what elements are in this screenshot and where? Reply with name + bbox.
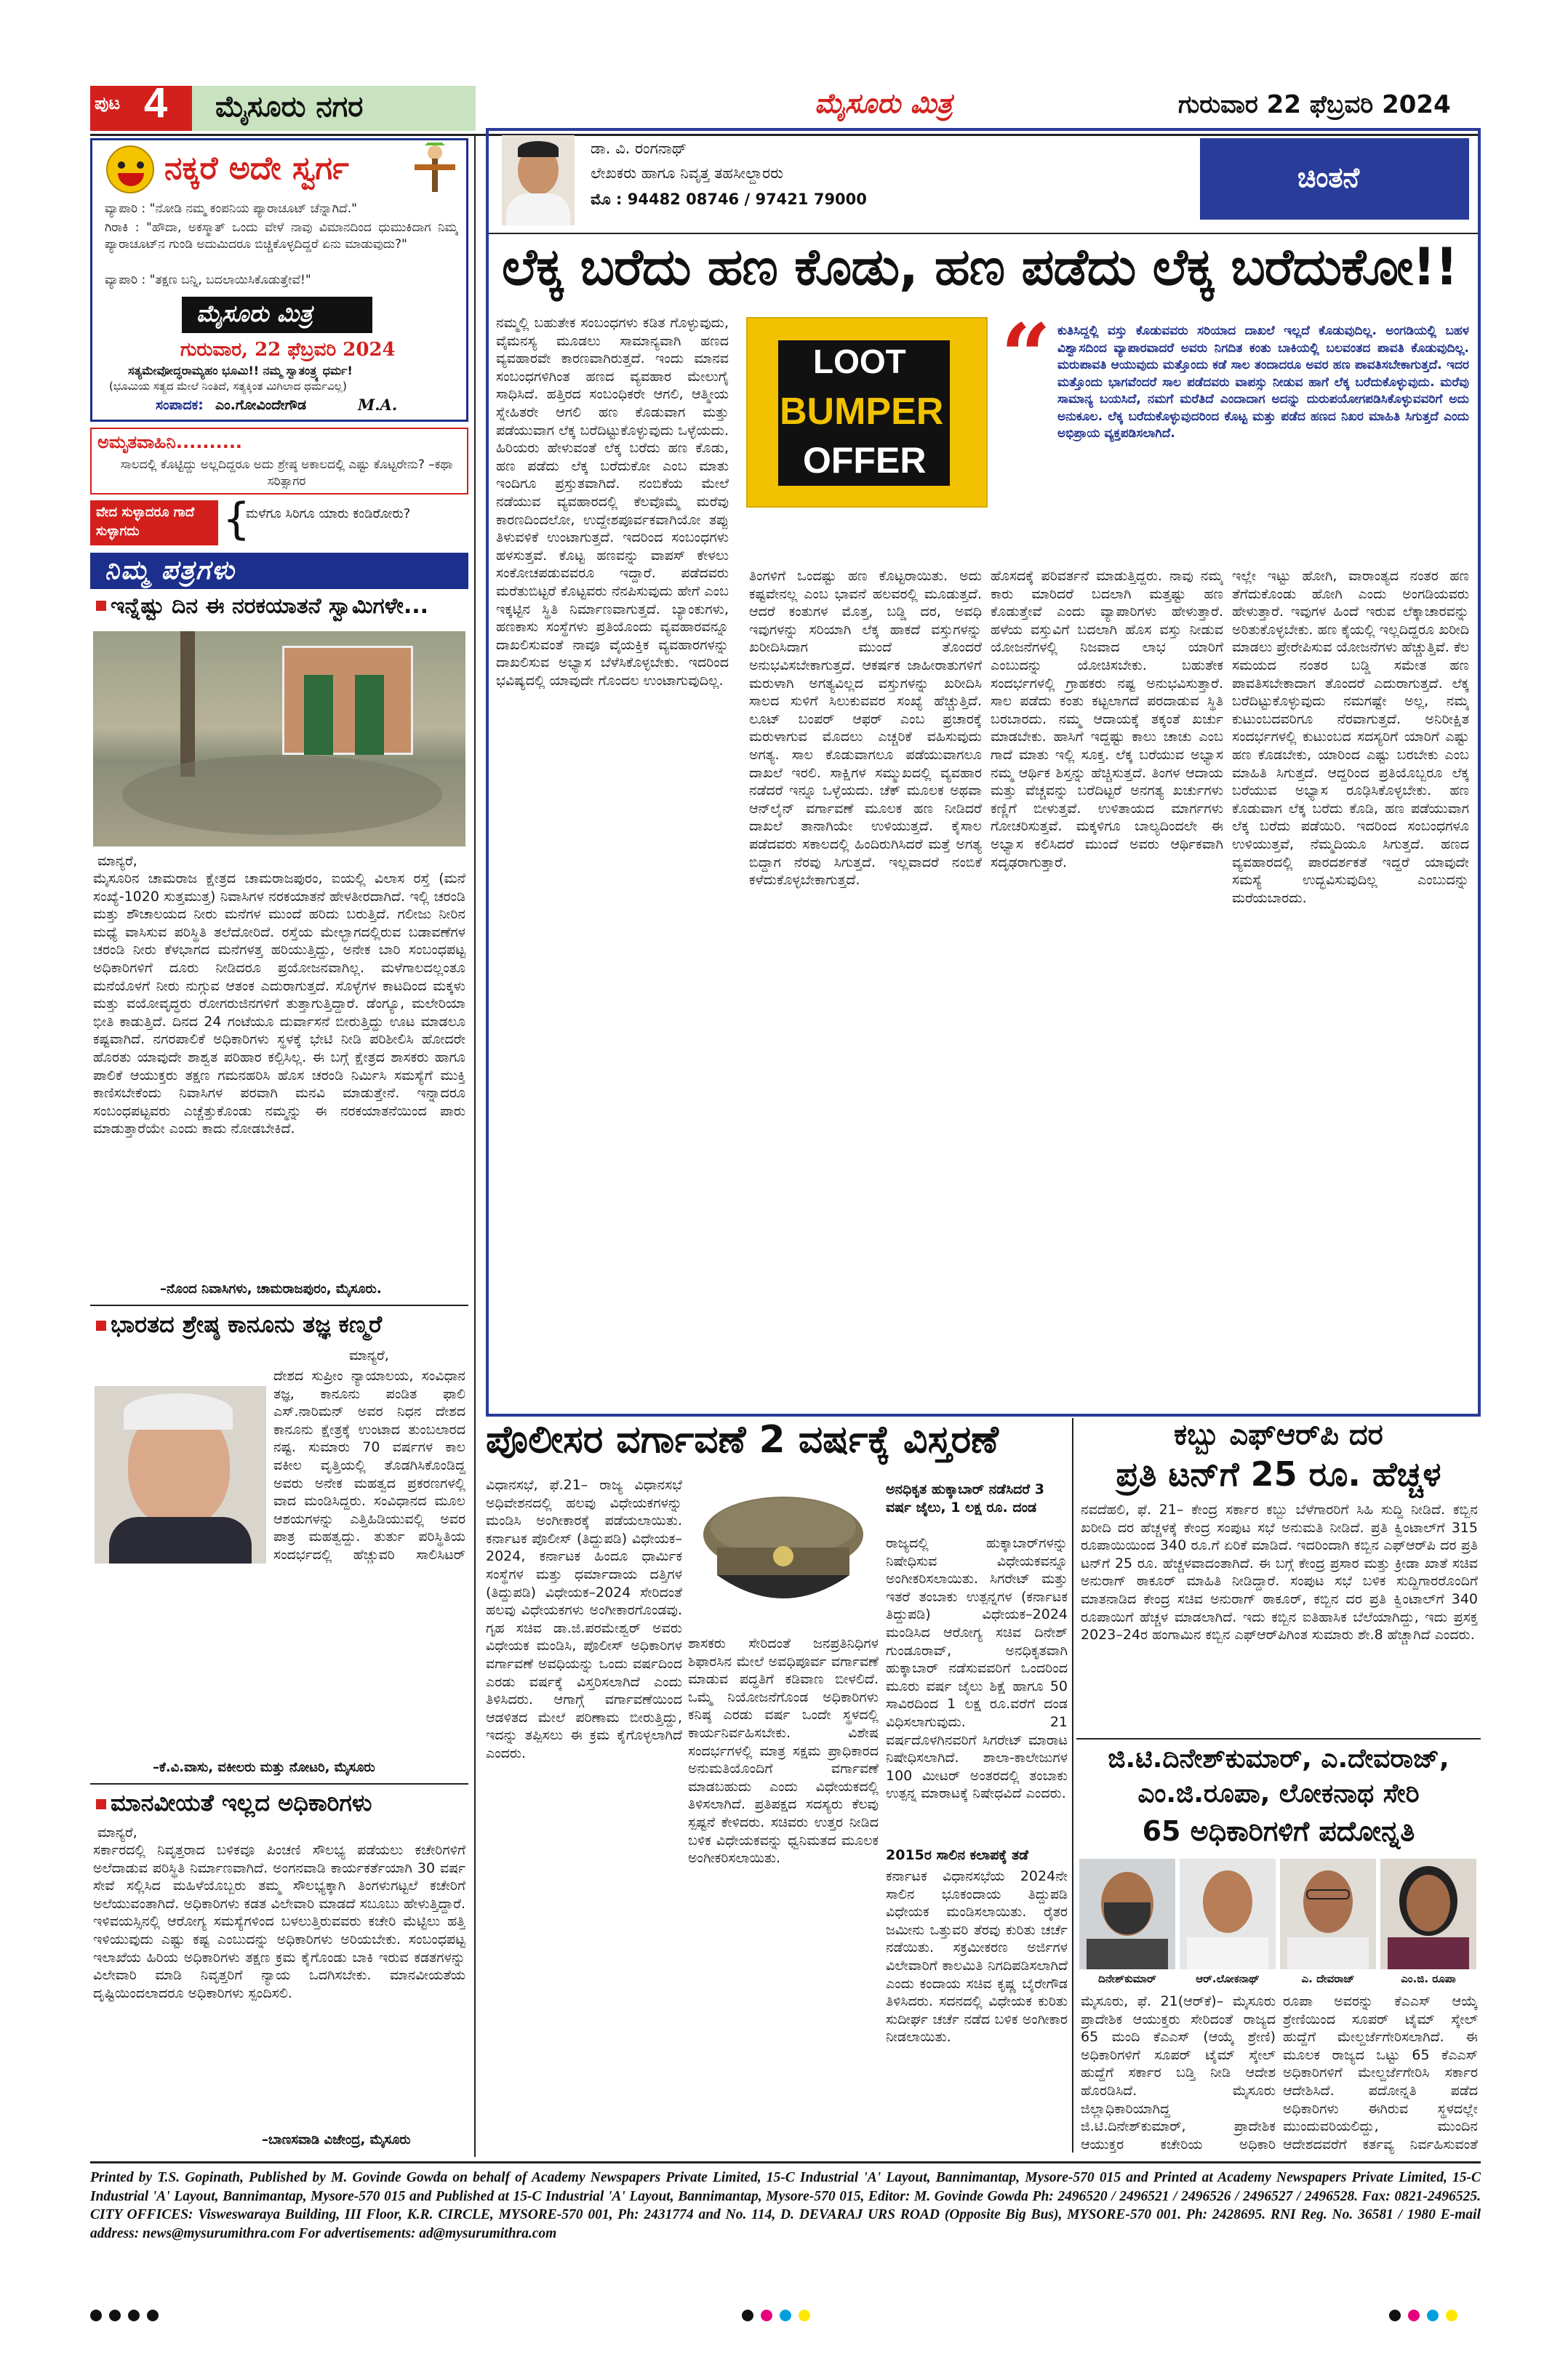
promotion-headline-2: ಎಂ.ಜಿ.ರೂಪಾ, ಲೋಕನಾಥ ಸೇರಿ bbox=[1137, 1779, 1420, 1809]
amrutha-text: ಸಾಲದಲ್ಲಿ ಕೊಟ್ಟಿದ್ದು ಅಲ್ಲದಿದ್ದರೂ ಅದು ಶ್ರೇಷ್ಠ ಅಕಾಲದಲ್ಲಿ ಎಷ್ಟು ಕೊಟ್ಟರೇನು? –ಕಥಾ ಸರಿತ್ಸಾಗರ bbox=[120, 457, 453, 489]
masthead-logo: ಮೈಸೂರು ಮಿತ್ರ bbox=[815, 87, 953, 119]
police-cap-image bbox=[688, 1476, 879, 1629]
flag-motto: ಸತ್ಯಮೇವೋದ್ಧರಾಮ್ಯಹಂ ಭೂಮಿ!! ನಮ್ಮ ಸ್ವಾತಂತ್ರ್ಯ ಧರ್ಮ! bbox=[128, 364, 353, 377]
police-sub-2: 2015ರ ಸಾಲಿನ ಕಲಾಪಕ್ಕೆ ತಡೆ bbox=[886, 1847, 1029, 1863]
letter-2-body-cont bbox=[93, 1568, 465, 1757]
promotion-body-1: ಮೈಸೂರು, ಫೆ. 21(ಆರ್‌ಕೆ)– ಮೈಸೂರು ಪ್ರಾದೇಶಿಕ ಆಯುಕ್ತರು ಸೇರಿದಂತೆ ರಾಜ್ಯದ 65 ಮಂದಿ ಕೆಎಎಸ್ (ಆಯ್ಕೆ ಶ್ರೇಣಿ) ಅಧಿಕಾರಿಗಳಿಗೆ ಸೂಪರ್ ಟೈಮ್ ಸ್ಕೇಲ್ ಹುದ್ದೆಗೆ ಸರ್ಕಾರ ಬಡ್ತಿ ನೀಡಿ ಆದೇಶ ಹೊರಡಿಸಿದೆ. ಮೈಸೂರು ಜಿಲ್ಲಾಧಿಕಾರಿಯಾಗಿದ್ದ ಜಿ.ಟಿ.ದಿನೇಶ್‌ಕುಮಾರ್, ಪ್ರಾದೇಶಿಕ ಆಯುಕ್ತರ ಕಚೇರಿಯ ಅಧಿಕಾರಿ bbox=[1081, 1993, 1276, 2153]
police-body-1: ವಿಧಾನಸಭೆ, ಫೆ.21– ರಾಜ್ಯ ವಿಧಾನಸಭೆ ಅಧಿವೇಶನದಲ್ಲಿ ಹಲವು ವಿಧೇಯಕಗಳನ್ನು ಮಂಡಿಸಿ ಅಂಗೀಕಾರಕ್ಕೆ ಪಡೆಯಲಾಯಿತು. ಕರ್ನಾಟಕ ಪೊಲೀಸ್ (ತಿದ್ದುಪಡಿ) ವಿಧೇಯಕ–2024, ಕರ್ನಾಟಕ ಹಿಂದೂ ಧಾರ್ಮಿಕ ಸಂಸ್ಥೆಗಳ ಮತ್ತು ಧರ್ಮಾದಾಯ ದತ್ತಿಗಳ (ತಿದ್ದುಪಡಿ) ವಿಧೇಯಕ–2024 ಸೇರಿದಂತೆ ಹಲವು ವಿಧೇಯಕಗಳು ಅಂಗೀಕಾರಗೊಂಡವು. ಗೃಹ ಸಚಿವ ಡಾ.ಜಿ.ಪರಮೇಶ್ವರ್ ಅವರು ವಿಧೇಯಕ ಮಂಡಿಸಿ, ಪೊಲೀಸ್ ಅಧಿಕಾರಿಗಳ ವರ್ಗಾವಣೆ ಅವಧಿಯನ್ನು ಒಂದು ವರ್ಷದಿಂದ ಎರಡು ವರ್ಷಕ್ಕೆ ವಿಸ್ತರಿಸಲಾಗಿದೆ ಎಂದು ತಿಳಿಸಿದರು. ಆಗಾಗ್ಗೆ ವರ್ಗಾವಣೆಯಿಂದ ಆಡಳಿತದ ಮೇಲೆ ಪರಿಣಾಮ ಬೀರುತ್ತಿದ್ದು, ಇದನ್ನು ತಪ್ಪಿಸಲು ಈ ಕ್ರಮ ಕೈಗೊಳ್ಳಲಾಗಿದೆ ಎಂದರು. bbox=[486, 1477, 682, 1761]
officer-photo-1 bbox=[1079, 1859, 1175, 1969]
flag-motto-2: (ಭೂಮಿಯ ಸತ್ಯದ ಮೇಲೆ ನಿಂತಿದೆ, ಸತ್ಯಕ್ಕಿಂತ ಮಿಗಿಲಾದ ಧರ್ಮವಿಲ್ಲ) bbox=[109, 380, 347, 393]
editor-label: ಸಂಪಾದಕ: bbox=[156, 397, 204, 413]
sugarcane-rule bbox=[1076, 1738, 1481, 1740]
registration-dots-left bbox=[90, 2310, 192, 2324]
joke-line-2: ಗಿರಾಕಿ : "ಹೌದಾ, ಅಕಸ್ಮಾತ್ ಒಂದು ವೇಳೆ ನಾವು ವಿಮಾನದಿಂದ ಧುಮುಕಿದಾಗ ನಿಮ್ಮ ಪ್ಯಾರಾಚೂಟ್‌ನ ಗುಂಡಿ ಅದುಮಿದರೂ ಬಿಚ್ಚಿಕೊಳ್ಳದಿದ್ದರೆ ಏನು ಮಾಡುವುದು?" bbox=[105, 220, 458, 252]
column-quote: ಕುತಿಸಿದ್ದಲ್ಲಿ ವಸ್ತು ಕೊಡುವವರು ಸರಿಯಾದ ದಾಖಲೆ ಇಲ್ಲದೆ ಕೊಡುವುದಿಲ್ಲ. ಅಂಗಡಿಯಲ್ಲಿ ಬಹಳ ವಿಶ್ವಾಸದಿಂದ ವ್ಯಾಪಾರವಾದರೆ ಅವರು ನಿಗದಿತ ಕಂತು ಬಾಕಿಯಲ್ಲಿ ಬಲವಂತದ ಪಾವತಿ ಕೊಡುವುದಿಲ್ಲ. ಮರುಪಾವತಿ ಆಯುವುದು ಮತ್ತೊಂದು ಕಡೆ ಸಾಲ ತಂದಾದರೂ ಅವರ ಹಣ ಪಾವತಿಸಬೇಕಾಗುತ್ತದೆ. ಇದರ ಮತ್ತೊಂದು ಭಾಗವೆಂದರೆ ಸಾಲ ಪಡೆದವರು ವಾಪಸ್ಸು ನೀಡುವ ಹಾಗೆ ಲೆಕ್ಕ ಬರೆದುಕೊಳ್ಳುವುದು. ಮರೆವು ಸಾಮಾನ್ಯ ಬಯಸಿದೆ, ನಮಗೆ ಮರೆತಿದೆ ಎಂದಾದಾಗ ಅದನ್ನು ದುರುಪಯೋಗಪಡಿಸಿಕೊಳ್ಳುವವರಿಗೆ ಅದು ಅನುಕೂಲ. ಲೆಕ್ಕ ಬರೆದುಕೊಳ್ಳುವುದರಿಂದ ಕೊಟ್ಟ ಮತ್ತು ಪಡೆದ ಹಣದ ನಿಖರ ಮಾಹಿತಿ ಸಿಗುತ್ತದೆ ಎಂದು ಅಭಿಪ್ರಾಯ ವ್ಯಕ್ತಪಡಿಸಲಾಗಿದೆ. bbox=[1057, 324, 1469, 441]
letter-divider-1 bbox=[90, 1305, 468, 1306]
riddle-question: ವೇದ ಸುಳ್ಳಾದರೂ ಗಾದೆ ಸುಳ್ಳಾಗದು bbox=[96, 505, 195, 539]
author-name: ಡಾ. ವಿ. ರಂಗನಾಥ್ bbox=[591, 140, 687, 157]
letter-2-salute: ಮಾನ್ಯರೆ, bbox=[349, 1348, 389, 1364]
officer-caption-4: ಎಂ.ಜಿ. ರೂಪಾ bbox=[1401, 1972, 1456, 1985]
letter-3-salute: ಮಾನ್ಯರೆ, bbox=[97, 1825, 137, 1841]
left-column-rule bbox=[474, 135, 476, 2157]
registration-dots-center bbox=[742, 2310, 844, 2324]
officer-photo-2 bbox=[1180, 1859, 1276, 1969]
editor-degree: M.A. bbox=[358, 396, 398, 414]
sugarcane-headline-1: ಕಬ್ಬು ಎಫ್‌ಆರ್‌ಪಿ ದರ bbox=[1174, 1418, 1383, 1452]
letter-1-photo bbox=[93, 631, 465, 846]
amrutha-title: ಅಮೃತವಾಹಿನಿ.......... bbox=[97, 432, 243, 452]
letter-1-sign: –ನೊಂದ ನಿವಾಸಿಗಳು, ಚಾಮರಾಜಪುರಂ, ಮೈಸೂರು. bbox=[160, 1281, 382, 1297]
letters-header: ನಿಮ್ಮ ಪತ್ರಗಳು bbox=[105, 556, 236, 585]
police-body-2: ಶಾಸಕರು ಸೇರಿದಂತೆ ಜನಪ್ರತಿನಿಧಿಗಳ ಶಿಫಾರಸಿನ ಮೇಲೆ ಅವಧಿಪೂರ್ವ ವರ್ಗಾವಣೆ ಮಾಡುವ ಪದ್ಧತಿಗೆ ಕಡಿವಾಣ ಬೀಳಲಿದೆ. ಒಮ್ಮೆ ನಿಯೋಜನೆಗೊಂಡ ಅಧಿಕಾರಿಗಳು ಕನಿಷ್ಠ ಎರಡು ವರ್ಷ ಒಂದೇ ಸ್ಥಳದಲ್ಲಿ ಕಾರ್ಯನಿರ್ವಹಿಸಬೇಕು. ವಿಶೇಷ ಸಂದರ್ಭಗಳಲ್ಲಿ ಮಾತ್ರ ಸಕ್ಷಮ ಪ್ರಾಧಿಕಾರದ ಅನುಮತಿಯೊಂದಿಗೆ ವರ್ಗಾವಣೆ ಮಾಡಬಹುದು ಎಂದು ವಿಧೇಯಕದಲ್ಲಿ ತಿಳಿಸಲಾಗಿದೆ. ಪ್ರತಿಪಕ್ಷದ ಸದಸ್ಯರು ಕೆಲವು ಸ್ಪಷ್ಟನೆ ಕೇಳಿದರು. ಸಚಿವರು ಉತ್ತರ ನೀಡಿದ ಬಳಿಕ ವಿಧೇಯಕವನ್ನು ಧ್ವನಿಮತದ ಮೂಲಕ ಅಂಗೀಕರಿಸಲಾಯಿತು. bbox=[688, 1636, 879, 1867]
letter-2-photo bbox=[95, 1386, 266, 1564]
author-phone: ಮೊ : 94482 08746 / 97421 79000 bbox=[591, 191, 867, 208]
column-headline: ಲೆಕ್ಕ ಬರೆದು ಹಣ ಕೊಡು, ಹಣ ಪಡೆದು ಲೆಕ್ಕ ಬರೆದುಕೋ!! bbox=[502, 237, 1457, 297]
joke-line-3: ವ್ಯಾಪಾರಿ : "ತಕ್ಷಣ ಬನ್ನಿ, ಬದಲಾಯಿಸಿಕೊಡುತ್ತೇವೆ!" bbox=[105, 273, 311, 287]
flag-date: ಗುರುವಾರ, 22 ಫೆಬ್ರವರಿ 2024 bbox=[180, 339, 396, 361]
joke-line-1: ವ್ಯಾಪಾರಿ : "ನೋಡಿ ನಮ್ಮ ಕಂಪನಿಯ ಪ್ಯಾರಾಚೂಟ್ ಚೆನ್ನಾಗಿದೆ." bbox=[105, 201, 357, 216]
officer-photo-4 bbox=[1380, 1859, 1476, 1969]
registration-dots-right bbox=[1389, 2310, 1491, 2324]
letter-divider-2 bbox=[90, 1783, 468, 1785]
sugarcane-headline-2: ಪ್ರತಿ ಟನ್‌ಗೆ 25 ರೂ. ಹೆಚ್ಚಳ bbox=[1116, 1454, 1441, 1494]
column-body-1: ನಮ್ಮಲ್ಲಿ ಬಹುತೇಕ ಸಂಬಂಧಗಳು ಕಡಿತ ಗೊಳ್ಳುವುದು, ವೈಮನಸ್ಯ ಮೂಡಲು ಸಾಮಾನ್ಯವಾಗಿ ಹಣದ ವ್ಯವಹಾರವೇ ಕಾರಣವಾಗಿರುತ್ತದೆ. ಇಂದು ಮಾನವ ಸಂಬಂಧಗಳಿಗಿಂತ ಹಣದ ವ್ಯವಹಾರ ಮೇಲುಗೈ ಸಾಧಿಸಿದೆ. ಹತ್ತಿರದ ಸಂಬಂಧಿಕರೇ ಆಗಲಿ, ಆತ್ಮೀಯ ಸ್ನೇಹಿತರೇ ಆಗಲಿ ಹಣ ಕೊಡುವಾಗ ಮತ್ತು ಪಡೆಯುವಾಗ ಲೆಕ್ಕ ಬರೆದಿಟ್ಟುಕೊಳ್ಳುವುದು ಒಳ್ಳೆಯದು. ಹಿರಿಯರು ಹೇಳುವಂತೆ ಲೆಕ್ಕ ಬರೆದು ಹಣ ಕೊಡು, ಹಣ ಪಡೆದು ಲೆಕ್ಕ ಬರೆದುಕೋ ಎಂಬ ಮಾತು ಇಂದಿಗೂ ಪ್ರಸ್ತುತವಾಗಿದೆ. ನಂಬಿಕೆಯ ಮೇಲೆ ನಡೆಯುವ ವ್ಯವಹಾರದಲ್ಲಿ ಕೆಲವೊಮ್ಮೆ ಮರೆವು ಕಾರಣದಿಂದಲೋ, ಉದ್ದೇಶಪೂರ್ವಕವಾಗಿಯೋ ತಪ್ಪು ತಿಳುವಳಿಕೆ ಉಂಟಾಗುತ್ತದೆ. ಇದರಿಂದ ಸಂಬಂಧಗಳು ಹಳಸುತ್ತವೆ. ಕೊಟ್ಟ ಹಣವನ್ನು ವಾಪಸ್ ಕೇಳಲು ಸಂಕೋಚಪಡುವವರೂ ಇದ್ದಾರೆ. ಪಡೆದವರು ಮರೆತುಬಿಟ್ಟರೆ ಕೊಟ್ಟವರು ನೆನಪಿಸುವುದು ಹೇಗೆ ಎಂಬ ಇಕ್ಕಟ್ಟಿನ ಸ್ಥಿತಿ ನಿರ್ಮಾಣವಾಗುತ್ತದೆ. ಬ್ಯಾಂಕುಗಳು, ಹಣಕಾಸು ಸಂಸ್ಥೆಗಳು ಪ್ರತಿಯೊಂದು ವ್ಯವಹಾರವನ್ನೂ ದಾಖಲಿಸುವಂತೆ ನಾವೂ ವೈಯಕ್ತಿಕ ವ್ಯವಹಾರಗಳನ್ನು ದಾಖಲಿಸುವ ಅಭ್ಯಾಸ ಬೆಳೆಸಿಕೊಳ್ಳಬೇಕು. ಇದರಿಂದ ಭವಿಷ್ಯದಲ್ಲಿ ಯಾವುದೇ ಗೊಂದಲ ಉಂಟಾಗುವುದಿಲ್ಲ. bbox=[496, 315, 729, 689]
officer-caption-1: ದಿನೇಶ್‌ಕುಮಾರ್ bbox=[1098, 1972, 1156, 1985]
letter-2-sign: –ಕೆ.ವಿ.ವಾಸು, ವಕೀಲರು ಮತ್ತು ನೋಟರಿ, ಮೈಸೂರು bbox=[153, 1760, 375, 1775]
riddle-answer: ಮಳೆಗೂ ಸಿರಿಗೂ ಯಾರು ಕಂಡಿರೋರು? bbox=[246, 506, 411, 521]
promotion-body-2: ರೂಪಾ ಅವರನ್ನು ಕೆಎಎಸ್ ಆಯ್ಕೆ ಶ್ರೇಣಿಯಿಂದ ಸೂಪರ್ ಟೈಮ್ ಸ್ಕೇಲ್ ಹುದ್ದೆಗೆ ಮೇಲ್ದರ್ಜೆಗೇರಿಸಲಾಗಿದೆ. ಈ ಮೂಲಕ ರಾಜ್ಯದ ಒಟ್ಟು 65 ಕೆಎಎಸ್ ಅಧಿಕಾರಿಗಳಿಗೆ ಮೇಲ್ದರ್ಜೆಗೇರಿಸಿ ಸರ್ಕಾರ ಆದೇಶಿಸಿದೆ. ಪದೋನ್ನತಿ ಪಡೆದ ಅಧಿಕಾರಿಗಳು ಈಗಿರುವ ಸ್ಥಳದಲ್ಲೇ ಮುಂದುವರಿಯಲಿದ್ದು, ಮುಂದಿನ ಆದೇಶದವರೆಗೆ ಕರ್ತವ್ಯ ನಿರ್ವಹಿಸುವಂತೆ bbox=[1283, 1993, 1478, 2153]
laugh-icon bbox=[106, 145, 154, 193]
letter-2-bullet bbox=[96, 1321, 106, 1331]
letter-3-sign: –ಬಾಣಸವಾಡಿ ವಿಜೇಂದ್ರ, ಮೈಸೂರು bbox=[262, 2132, 411, 2147]
page-number: 4 bbox=[144, 79, 168, 127]
riddle-brace-icon: { bbox=[223, 494, 251, 545]
promotion-headline-1: ಜಿ.ಟಿ.ದಿನೇಶ್‌ಕುಮಾರ್, ಎ.ದೇವರಾಜ್, bbox=[1108, 1744, 1449, 1774]
police-column-rule bbox=[1072, 1418, 1073, 2153]
promo-word-3: OFFER bbox=[803, 440, 927, 481]
quote-icon: “ bbox=[1001, 305, 1052, 407]
promo-word-1: LOOT bbox=[813, 343, 906, 380]
page-label: ಪುಟ bbox=[95, 93, 121, 113]
scarecrow-icon bbox=[412, 143, 458, 195]
letter-1-bullet bbox=[96, 601, 106, 611]
column-body-4: ಇಲ್ಲೇ ಇಟ್ಟು ಹೋಗಿ, ವಾರಾಂತ್ಯದ ನಂತರ ಹಣ ತೆಗೆದುಕೊಂಡು ಹೋಗಿ ಎಂದು ಅಂಗಡಿಯವರು ಹೇಳುತ್ತಾರೆ. ಇವುಗಳ ಹಿಂದೆ ಇರುವ ಲೆಕ್ಕಾಚಾರವನ್ನು ಅರಿತುಕೊಳ್ಳಬೇಕು. ಹಣ ಕೈಯಲ್ಲಿ ಇಲ್ಲದಿದ್ದರೂ ಖರೀದಿ ಮಾಡಲು ಪ್ರೇರೇಪಿಸುವ ಯೋಜನೆಗಳು ಹೆಚ್ಚುತ್ತಿವೆ. ಕೆಲ ಸಮಯದ ನಂತರ ಬಡ್ಡಿ ಸಮೇತ ಹಣ ಪಾವತಿಸಬೇಕಾದಾಗ ತೊಂದರೆ ಎದುರಾಗುತ್ತದೆ. ಲೆಕ್ಕ ಬರೆದಿಟ್ಟುಕೊಳ್ಳುವುದು ನಮಗಷ್ಟೇ ಅಲ್ಲ, ನಮ್ಮ ಕುಟುಂಬದವರಿಗೂ ನೆರವಾಗುತ್ತದೆ. ಅನಿರೀಕ್ಷಿತ ಸಂದರ್ಭಗಳಲ್ಲಿ ಕುಟುಂಬದ ಸದಸ್ಯರಿಗೆ ಯಾರಿಗೆ ಎಷ್ಟು ಹಣ ಕೊಡಬೇಕು, ಯಾರಿಂದ ಎಷ್ಟು ಬರಬೇಕು ಎಂಬ ಮಾಹಿತಿ ಸಿಗುತ್ತದೆ. ಆದ್ದರಿಂದ ಪ್ರತಿಯೊಬ್ಬರೂ ಲೆಕ್ಕ ಬರೆಯುವ ಅಭ್ಯಾಸ ರೂಢಿಸಿಕೊಳ್ಳಬೇಕು. ಹಣ ಕೊಡುವಾಗ ಲೆಕ್ಕ ಬರೆದು ಕೊಡಿ, ಹಣ ಪಡೆಯುವಾಗ ಲೆಕ್ಕ ಬರೆದು ಪಡೆಯಿರಿ. ಇದರಿಂದ ಸಂಬಂಧಗಳೂ ಉಳಿಯುತ್ತವೆ, ನೆಮ್ಮದಿಯೂ ಸಿಗುತ್ತದೆ. ಹಣದ ವ್ಯವಹಾರದಲ್ಲಿ ಪಾರದರ್ಶಕತೆ ಇದ್ದರೆ ಯಾವುದೇ ಸಮಸ್ಯೆ ಉದ್ಭವಿಸುವುದಿಲ್ಲ ಎಂಬುದನ್ನು ಮರೆಯಬಾರದು. bbox=[1232, 568, 1469, 906]
column-body-3: ಹೊಸದಕ್ಕೆ ಪರಿವರ್ತನೆ ಮಾಡುತ್ತಿದ್ದರು. ನಾವು ನಮ್ಮ ಕಾರು ಮಾರಿದರೆ ಬದಲಾಗಿ ಮತ್ತಷ್ಟು ಹಣ ಕೊಡುತ್ತೇವೆ ಎಂದು ವ್ಯಾಪಾರಿಗಳು ಹೇಳುತ್ತಾರೆ. ಹಳೆಯ ವಸ್ತುವಿಗೆ ಬದಲಾಗಿ ಹೊಸ ವಸ್ತು ನೀಡುವ ಯೋಜನೆಗಳಲ್ಲಿ ನಿಜವಾದ ಲಾಭ ಯಾರಿಗೆ ಎಂಬುದನ್ನು ಯೋಚಿಸಬೇಕು. ಬಹುತೇಕ ಸಂದರ್ಭಗಳಲ್ಲಿ ಗ್ರಾಹಕರು ನಷ್ಟ ಅನುಭವಿಸುತ್ತಾರೆ. ಸಾಲ ಪಡೆದು ಕಂತು ಕಟ್ಟಲಾಗದೆ ಪರದಾಡುವ ಸ್ಥಿತಿ ಬರಬಾರದು. ನಮ್ಮ ಆದಾಯಕ್ಕೆ ತಕ್ಕಂತೆ ಖರ್ಚು ಮಾಡಬೇಕು. ಹಾಸಿಗೆ ಇದ್ದಷ್ಟು ಕಾಲು ಚಾಚು ಎಂಬ ಗಾದೆ ಮಾತು ಇಲ್ಲಿ ಸೂಕ್ತ. ಲೆಕ್ಕ ಬರೆಯುವ ಅಭ್ಯಾಸ ನಮ್ಮ ಆರ್ಥಿಕ ಶಿಸ್ತನ್ನು ಹೆಚ್ಚಿಸುತ್ತದೆ. ತಿಂಗಳ ಆದಾಯ ಮತ್ತು ವೆಚ್ಚವನ್ನು ಬರೆದಿಟ್ಟರೆ ಅನಗತ್ಯ ಖರ್ಚುಗಳು ಕಣ್ಣಿಗೆ ಬೀಳುತ್ತವೆ. ಉಳಿತಾಯದ ಮಾರ್ಗಗಳು ಗೋಚರಿಸುತ್ತವೆ. ಮಕ್ಕಳಿಗೂ ಬಾಲ್ಯದಿಂದಲೇ ಈ ಅಭ್ಯಾಸ ಕಲಿಸಿದರೆ ಮುಂದೆ ಅವರು ಆರ್ಥಿಕವಾಗಿ ಸದೃಢರಾಗುತ್ತಾರೆ. bbox=[991, 568, 1223, 870]
footer-imprint: Printed by T.S. Gopinath, Published by M. Govinde Gowda on behalf of Academy Newspapers Private Limited, 15-C Industrial 'A' Layout, Bannimantap, Mysore-570 015 and Printed at Academy Newspapers Private Limited, 15-C Industrial 'A' Layout, Bannimantap, Mysore-570 015 and Published at 15-C Industrial 'A' Layout, Bannimantap, Mysore-570 015, Editor: M. Govinde Gowda Ph: 2496520 / 2496521 / 2496526 / 2496527 / 2496528. Fax: 0821-2496525. CITY OFFICES: Visweswaraya Building, III Floor, K.R. CIRCLE, MYSORE-570 001, Ph: 2431774 and No. 114, D. DEVARAJ URS ROAD (Opposite Big Bus), MYSORE-570 001. Ph: 2428695. RNI Reg. No. 36581 / 1980 E-mail address: news@mysurumithra.com For advertisements: ad@mysurumithra.com bbox=[90, 2170, 1481, 2241]
flag-name: ಮೈಸೂರು ಮಿತ್ರ bbox=[196, 300, 313, 327]
author-photo bbox=[502, 135, 575, 225]
footer-rule bbox=[90, 2161, 1481, 2163]
letter-3-body: ಸರ್ಕಾರದಲ್ಲಿ ನಿವೃತ್ತರಾದ ಬಳಿಕವೂ ಪಿಂಚಣಿ ಸೌಲಭ್ಯ ಪಡೆಯಲು ಕಚೇರಿಗಳಿಗೆ ಅಲೆದಾಡುವ ಪರಿಸ್ಥಿತಿ ನಿರ್ಮಾಣವಾಗಿದೆ. ಅಂಗನವಾಡಿ ಕಾರ್ಯಕರ್ತೆಯಾಗಿ 30 ವರ್ಷ ಸೇವೆ ಸಲ್ಲಿಸಿದ ಮಹಿಳೆಯೊಬ್ಬರು ತಮ್ಮ ಸೌಲಭ್ಯಕ್ಕಾಗಿ ತಿಂಗಳುಗಟ್ಟಲೆ ಕಚೇರಿಗೆ ಅಲೆಯುವಂತಾಗಿದೆ. ಅಧಿಕಾರಿಗಳು ಕಡತ ವಿಲೇವಾರಿ ಮಾಡದೆ ಸಬೂಬು ಹೇಳುತ್ತಿದ್ದಾರೆ. ಇಳಿವಯಸ್ಸಿನಲ್ಲಿ ಆರೋಗ್ಯ ಸಮಸ್ಯೆಗಳಿಂದ ಬಳಲುತ್ತಿರುವವರು ಕಚೇರಿ ಮೆಟ್ಟಿಲು ಹತ್ತಿ ಇಳಿಯುವುದು ಎಷ್ಟು ಕಷ್ಟ ಎಂಬುದನ್ನು ಅಧಿಕಾರಿಗಳು ಅರಿಯಬೇಕು. ಸಂಬಂಧಪಟ್ಟ ಇಲಾಖೆಯ ಹಿರಿಯ ಅಧಿಕಾರಿಗಳು ತಕ್ಷಣ ಕ್ರಮ ಕೈಗೊಂಡು ಬಾಕಿ ಇರುವ ಕಡತಗಳನ್ನು ವಿಲೇವಾರಿ ಮಾಡಿ ನಿವೃತ್ತರಿಗೆ ನ್ಯಾಯ ಒದಗಿಸಬೇಕು. ಮಾನವೀಯತೆಯ ದೃಷ್ಟಿಯಿಂದಲಾದರೂ ಅಧಿಕಾರಿಗಳು ಸ್ಪಂದಿಸಲಿ. bbox=[93, 1842, 465, 2001]
column-body-2: ತಿಂಗಳಿಗೆ ಒಂದಷ್ಟು ಹಣ ಕೊಟ್ಟರಾಯಿತು. ಅದು ಕಷ್ಟವೇನಲ್ಲ ಎಂಬ ಭಾವನೆ ಹಲವರಲ್ಲಿ ಮೂಡುತ್ತದೆ. ಆದರೆ ಕಂತುಗಳ ಮೊತ್ತ, ಬಡ್ಡಿ ದರ, ಅವಧಿ ಇವುಗಳನ್ನು ಸರಿಯಾಗಿ ಲೆಕ್ಕ ಹಾಕದೆ ವಸ್ತುಗಳನ್ನು ಖರೀದಿಸಿದಾಗ ಮುಂದೆ ತೊಂದರೆ ಅನುಭವಿಸಬೇಕಾಗುತ್ತದೆ. ಆಕರ್ಷಕ ಜಾಹೀರಾತುಗಳಿಗೆ ಮರುಳಾಗಿ ಅಗತ್ಯವಿಲ್ಲದ ವಸ್ತುಗಳನ್ನು ಖರೀದಿಸಿ ಸಾಲದ ಸುಳಿಗೆ ಸಿಲುಕುವವರ ಸಂಖ್ಯೆ ಹೆಚ್ಚುತ್ತಿದೆ. ಲೂಟ್ ಬಂಪರ್ ಆಫರ್ ಎಂಬ ಪ್ರಚಾರಕ್ಕೆ ಮರುಳಾಗುವ ಮೊದಲು ಎಚ್ಚರಿಕೆ ವಹಿಸುವುದು ಅಗತ್ಯ. ಸಾಲ ಕೊಡುವಾಗಲೂ ಪಡೆಯುವಾಗಲೂ ದಾಖಲೆ ಇರಲಿ. ಸಾಕ್ಷಿಗಳ ಸಮ್ಮುಖದಲ್ಲಿ ವ್ಯವಹಾರ ನಡೆದರೆ ಇನ್ನೂ ಒಳ್ಳೆಯದು. ಚೆಕ್ ಮೂಲಕ ಅಥವಾ ಆನ್‌ಲೈನ್ ವರ್ಗಾವಣೆ ಮೂಲಕ ಹಣ ನೀಡಿದರೆ ದಾಖಲೆ ತಾನಾಗಿಯೇ ಉಳಿಯುತ್ತದೆ. ಕೈಸಾಲ ಪಡೆದವರು ಸಕಾಲದಲ್ಲಿ ಹಿಂದಿರುಗಿಸಿದರೆ ಮತ್ತೆ ಅಗತ್ಯ ಬಿದ್ದಾಗ ನೆರವು ಸಿಗುತ್ತದೆ. ಇಲ್ಲವಾದರೆ ನಂಬಿಕೆ ಕಳೆದುಕೊಳ್ಳಬೇಕಾಗುತ್ತದೆ. bbox=[749, 568, 982, 889]
joke-title: ನಕ್ಕರೆ ಅದೇ ಸ್ವರ್ಗ bbox=[164, 150, 349, 187]
police-body-3: ರಾಜ್ಯದಲ್ಲಿ ಹುಕ್ಕಾಬಾರ್‌ಗಳನ್ನು ನಿಷೇಧಿಸುವ ವಿಧೇಯಕವನ್ನೂ ಅಂಗೀಕರಿಸಲಾಯಿತು. ಸಿಗರೇಟ್ ಮತ್ತು ಇತರೆ ತಂಬಾಕು ಉತ್ಪನ್ನಗಳ (ಕರ್ನಾಟಕ ತಿದ್ದುಪಡಿ) ವಿಧೇಯಕ–2024 ಮಂಡಿಸಿದ ಆರೋಗ್ಯ ಸಚಿವ ದಿನೇಶ್ ಗುಂಡೂರಾವ್, ಅನಧಿಕೃತವಾಗಿ ಹುಕ್ಕಾಬಾರ್ ನಡೆಸುವವರಿಗೆ ಒಂದರಿಂದ ಮೂರು ವರ್ಷ ಜೈಲು ಶಿಕ್ಷೆ ಹಾಗೂ 50 ಸಾವಿರದಿಂದ 1 ಲಕ್ಷ ರೂ.ವರೆಗೆ ದಂಡ ವಿಧಿಸಲಾಗುವುದು. 21 ವರ್ಷದೊಳಗಿನವರಿಗೆ ಸಿಗರೇಟ್ ಮಾರಾಟ ನಿಷೇಧಿಸಲಾಗಿದೆ. ಶಾಲಾ-ಕಾಲೇಜುಗಳ 100 ಮೀಟರ್ ಅಂತರದಲ್ಲಿ ತಂಬಾಕು ಉತ್ಪನ್ನ ಮಾರಾಟಕ್ಕೆ ನಿಷೇಧವಿದೆ ಎಂದರು. bbox=[886, 1535, 1068, 1802]
letter-3-bullet bbox=[96, 1799, 106, 1809]
editor-name: ಎಂ.ಗೋವಿಂದೇಗೌಡ bbox=[215, 397, 307, 413]
officer-caption-3: ಎ. ದೇವರಾಜ್ bbox=[1301, 1972, 1355, 1985]
letter-3-title: ಮಾನವೀಯತೆ ಇಲ್ಲದ ಅಧಿಕಾರಿಗಳು bbox=[111, 1789, 372, 1817]
header-date: ಗುರುವಾರ 22 ಫೆಬ್ರವರಿ 2024 bbox=[1178, 90, 1451, 119]
promo-word-2: BUMPER bbox=[780, 391, 944, 433]
letter-1-title: ಇನ್ನೆಷ್ಟು ದಿನ ಈ ನರಕಯಾತನೆ ಸ್ವಾಮಿಗಳೇ... bbox=[111, 593, 429, 619]
column-tag: ಚಿಂತನೆ bbox=[1297, 161, 1360, 193]
letter-1-body: ಮೈಸೂರಿನ ಚಾಮರಾಜ ಕ್ಷೇತ್ರದ ಚಾಮರಾಜಪುರಂ, ಐಯಲ್ಲಿ ವಿಲಾಸ ರಸ್ತೆ (ಮನೆ ಸಂಖ್ಯೆ-1020 ಸುತ್ತಮುತ್ತ) ನಿವಾಸಿಗಳ ನರಕಯಾತನೆ ಹೇಳತೀರದಾಗಿದೆ. ಇಲ್ಲಿ ಚರಂಡಿ ಮತ್ತು ಶೌಚಾಲಯದ ನೀರು ಮನೆಗಳ ಮುಂದೆ ಹರಿದು ಬರುತ್ತಿದೆ. ಗಲೀಜು ನೀರಿನ ಮಧ್ಯೆ ವಾಸಿಸುವ ಪರಿಸ್ಥಿತಿ ತಲೆದೋರಿದೆ. ರಸ್ತೆಯ ಮೇಲ್ಭಾಗದಲ್ಲಿರುವ ಬಡಾವಣೆಗಳ ಚರಂಡಿ ನೀರು ಕೆಳಭಾಗದ ಮನೆಗಳತ್ತ ಹರಿಯುತ್ತಿದ್ದು, ಅನೇಕ ಬಾರಿ ಸಂಬಂಧಪಟ್ಟ ಅಧಿಕಾರಿಗಳಿಗೆ ದೂರು ನೀಡಿದರೂ ಪ್ರಯೋಜನವಾಗಿಲ್ಲ. ಮಳೆಗಾಲದಲ್ಲಂತೂ ಮನೆಯೊಳಗೆ ನೀರು ನುಗ್ಗುವ ಆತಂಕ ಎದುರಾಗುತ್ತದೆ. ಸೊಳ್ಳೆಗಳ ಕಾಟದಿಂದ ಮಕ್ಕಳು ಮತ್ತು ವಯೋವೃದ್ಧರು ರೋಗರುಜಿನಗಳಿಗೆ ತುತ್ತಾಗುತ್ತಿದ್ದಾರೆ. ಡೆಂಗ್ಯೂ, ಮಲೇರಿಯಾ ಭೀತಿ ಕಾಡುತ್ತಿದೆ. ದಿನದ 24 ಗಂಟೆಯೂ ದುರ್ವಾಸನೆ ಬೀರುತ್ತಿದ್ದು ಊಟ ಮಾಡಲೂ ಕಷ್ಟವಾಗಿದೆ. ನಗರಪಾಲಿಕೆ ಅಧಿಕಾರಿಗಳು ಸ್ಥಳಕ್ಕೆ ಭೇಟಿ ನೀಡಿ ಪರಿಶೀಲಿಸಿ ಹೋದರೇ ಹೊರತು ಯಾವುದೇ ಶಾಶ್ವತ ಪರಿಹಾರ ಕಲ್ಪಿಸಿಲ್ಲ. ಈ ಬಗ್ಗೆ ಕ್ಷೇತ್ರದ ಶಾಸಕರು ಹಾಗೂ ಪಾಲಿಕೆ ಆಯುಕ್ತರು ತಕ್ಷಣ ಗಮನಹರಿಸಿ ಹೊಸ ಚರಂಡಿ ನಿರ್ಮಿಸಿ ಸಮಸ್ಯೆಗೆ ಮುಕ್ತಿ ಕಾಣಿಸಬೇಕೆಂದು ನಿವಾಸಿಗಳ ಪರವಾಗಿ ಮನವಿ ಮಾಡುತ್ತೇನೆ. ಇನ್ನಾದರೂ ಸಂಬಂಧಪಟ್ಟವರು ಎಚ್ಚೆತ್ತುಕೊಂಡು ನಮ್ಮನ್ನು ಈ ನರಕಯಾತನೆಯಿಂದ ಪಾರು ಮಾಡುತ್ತಾರೆಯೇ ಎಂದು ಕಾದು ನೋಡಬೇಕಿದೆ. bbox=[93, 870, 465, 1137]
police-headline: ಪೊಲೀಸರ ವರ್ಗಾವಣೆ 2 ವರ್ಷಕ್ಕೆ ವಿಸ್ತರಣೆ bbox=[486, 1418, 999, 1462]
officer-photo-3 bbox=[1280, 1859, 1376, 1969]
letter-2-body: ದೇಶದ ಸುಪ್ರೀಂ ನ್ಯಾಯಾಲಯ, ಸಂವಿಧಾನ ತಜ್ಞ, ಕಾನೂನು ಪಂಡಿತ ಫಾಲಿ ಎಸ್.ನಾರಿಮನ್ ಅವರ ನಿಧನ ದೇಶದ ಕಾನೂನು ಕ್ಷೇತ್ರಕ್ಕೆ ಉಂಟಾದ ತುಂಬಲಾರದ ನಷ್ಟ. ಸುಮಾರು 70 ವರ್ಷಗಳ ಕಾಲ ವಕೀಲ ವೃತ್ತಿಯಲ್ಲಿ ತೊಡಗಿಸಿಕೊಂಡಿದ್ದ ಅವರು ಅನೇಕ ಮಹತ್ವದ ಪ್ರಕರಣಗಳಲ್ಲಿ ವಾದ ಮಂಡಿಸಿದ್ದರು. ಸಂವಿಧಾನದ ಮೂಲ ಆಶಯಗಳನ್ನು ಎತ್ತಿಹಿಡಿಯುವಲ್ಲಿ ಅವರ ಪಾತ್ರ ಮಹತ್ವದ್ದು. ತುರ್ತು ಪರಿಸ್ಥಿತಿಯ ಸಂದರ್ಭದಲ್ಲಿ ಹೆಚ್ಚುವರಿ ಸಾಲಿಸಿಟರ್ bbox=[273, 1368, 465, 1563]
letter-2-title: ಭಾರತದ ಶ್ರೇಷ್ಠ ಕಾನೂನು ತಜ್ಞ ಕಣ್ಮರೆ bbox=[111, 1310, 383, 1338]
sugarcane-body: ನವದೆಹಲಿ, ಫೆ. 21– ಕೇಂದ್ರ ಸರ್ಕಾರ ಕಬ್ಬು ಬೆಳೆಗಾರರಿಗೆ ಸಿಹಿ ಸುದ್ದಿ ನೀಡಿದೆ. ಕಬ್ಬಿನ ಖರೀದಿ ದರ ಹೆಚ್ಚಳಕ್ಕೆ ಕೇಂದ್ರ ಸಂಪುಟ ಸಭೆ ಅನುಮತಿ ನೀಡಿದೆ. ಪ್ರತಿ ಕ್ವಿಂಟಾಲ್‌ಗೆ 315 ರೂಪಾಯಿಯಿಂದ 340 ರೂ.ಗೆ ಏರಿಕೆ ಮಾಡಿದೆ. ಇದರಿಂದಾಗಿ ಕಬ್ಬಿನ ಎಫ್‌ಆರ್‌ಪಿ ದರ ಪ್ರತಿ ಟನ್‌ಗೆ 25 ರೂ. ಹೆಚ್ಚಳವಾದಂತಾಗಿದೆ. ಈ ಬಗ್ಗೆ ಕೇಂದ್ರ ಪ್ರಸಾರ ಮತ್ತು ಕ್ರೀಡಾ ಖಾತೆ ಸಚಿವ ಅನುರಾಗ್ ಠಾಕೂರ್ ಮಾಹಿತಿ ನೀಡಿದ್ದಾರೆ. ಸಂಪುಟ ಸಭೆ ಬಳಿಕ ಸುದ್ದಿಗಾರರೊಂದಿಗೆ ಮಾತನಾಡಿದ ಕೇಂದ್ರ ಸಚಿವ ಅನುರಾಗ್ ಠಾಕೂರ್, ಕಬ್ಬಿನ ದರ ಪ್ರತಿ ಕ್ವಿಂಟಾಲ್‌ಗೆ 340 ರೂಪಾಯಿಗೆ ಹೆಚ್ಚಳ ಮಾಡಲಾಗಿದೆ. ಇದು ಕಬ್ಬಿನ ಐತಿಹಾಸಿಕ ಬೆಲೆಯಾಗಿದ್ದು, ಇದು ಪ್ರಸಕ್ತ 2023–24ರ ಹಂಗಾಮಿನ ಕಬ್ಬಿನ ಎಫ್‌ಆರ್‌ಪಿಗಿಂತ ಸುಮಾರು ಶೇ.8 ಹೆಚ್ಚಾಗಿದೆ ಎಂದರು. bbox=[1081, 1502, 1478, 1644]
column-header-rule bbox=[489, 233, 1478, 234]
section-title: ಮೈಸೂರು ನಗರ bbox=[215, 90, 364, 124]
police-body-4: ಕರ್ನಾಟಕ ವಿಧಾನಸಭೆಯ 2024ನೇ ಸಾಲಿನ ಭೂಕಂದಾಯ ತಿದ್ದುಪಡಿ ವಿಧೇಯಕ ಮಂಡಿಸಲಾಯಿತು. ರೈತರ ಜಮೀನು ಒತ್ತುವರಿ ತೆರವು ಕುರಿತು ಚರ್ಚೆ ನಡೆಯಿತು. ಸಕ್ರಮೀಕರಣ ಅರ್ಜಿಗಳ ವಿಲೇವಾರಿಗೆ ಕಾಲಮಿತಿ ನಿಗದಿಪಡಿಸಲಾಗಿದೆ ಎಂದು ಕಂದಾಯ ಸಚಿವ ಕೃಷ್ಣ ಬೈರೇಗೌಡ ತಿಳಿಸಿದರು. ಸದನದಲ್ಲಿ ವಿಧೇಯಕ ಕುರಿತು ಸುದೀರ್ಘ ಚರ್ಚೆ ನಡೆದ ಬಳಿಕ ಅಂಗೀಕಾರ ನೀಡಲಾಯಿತು. bbox=[886, 1868, 1068, 2046]
promotion-headline-3: 65 ಅಧಿಕಾರಿಗಳಿಗೆ ಪದೋನ್ನತಿ bbox=[1142, 1815, 1415, 1847]
author-desc: ಲೇಖಕರು ಹಾಗೂ ನಿವೃತ್ತ ತಹಸೀಲ್ದಾರರು bbox=[591, 164, 784, 182]
police-sub-1: ಅನಧಿಕೃತ ಹುಕ್ಕಾಬಾರ್ ನಡೆಸಿದರೆ 3 ವರ್ಷ ಜೈಲು, 1 ಲಕ್ಷ ರೂ. ದಂಡ bbox=[886, 1481, 1045, 1516]
letter-1-salute: ಮಾನ್ಯರೆ, bbox=[97, 853, 137, 869]
officer-caption-2: ಆರ್.ಲೋಕನಾಥ್ bbox=[1196, 1972, 1260, 1985]
